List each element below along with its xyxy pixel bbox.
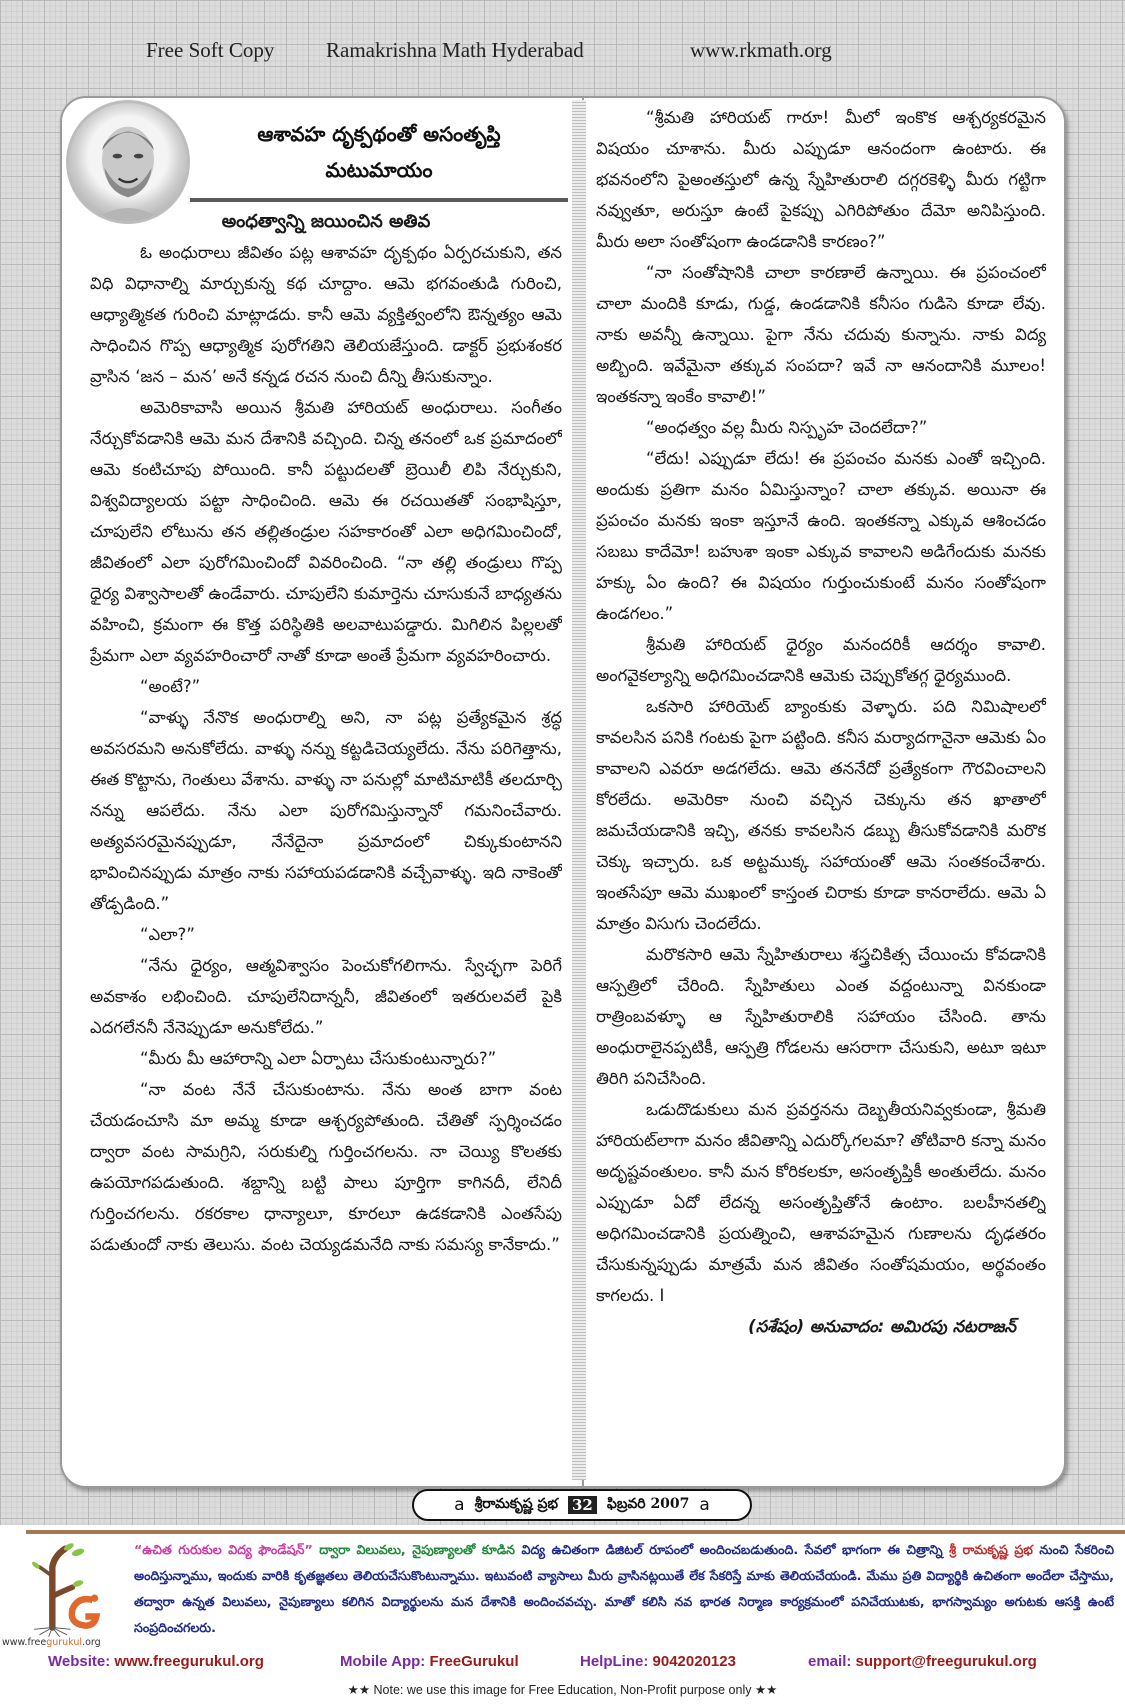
logo-website[interactable] [2, 1637, 126, 1648]
contact-website[interactable] [48, 1653, 264, 1670]
banner-text-part-1: ద్వారా విలువలు, నైపుణ్యాలతో కూడిన [319, 1542, 515, 1557]
ornament-right-icon: a [699, 1495, 710, 1515]
logo-url-suffix: .org [82, 1637, 101, 1648]
contact-label: email: [808, 1653, 852, 1670]
paragraph: “నా సంతోషానికి చాలా కారణాలే ఉన్నాయి. ఈ ప్రపంచంలో చాలా మందికి కూడు, గుడ్డ, ఉండడానికి కనీసం గుడిసె కూడా లేవు. నాకు అవన్నీ ఉన్నాయి. పైగా నేను చదువు కున్నాను. నాకు విద్య అబ్బింది. ఇవేమైనా తక్కువ సంపదా? ఇవే నా ఆనందానికి మూలం! ఇంతకన్నా ఇంకేం కావాలి!” [596, 263, 1046, 406]
translator-signoff: (సశేషం) అనువాదం: అమిరపు నటరాజన్ [748, 1317, 1016, 1336]
paragraph: “వాళ్ళు నేనొక అంధురాల్ని అని, నా పట్ల ప్రత్యేకమైన శ్రద్ధ అవసరమని అనుకోలేదు. వాళ్ళు నన్ను కట్టడిచెయ్యలేదు. నేను పరిగెత్తాను, ఈత కొట్టాను, గెంతులు వేశాను. వాళ్ళు నా పనుల్లో మాటిమాటికీ తలదూర్చి నన్ను ఆపలేదు. నేను ఎలా పురోగమిస్తున్నానో గమనించేవారు. అత్యవసరమైనప్పుడూ, నేనేదైనా ప్రమాదంలో చిక్కుకుంటానని భావించినప్పుడు మాత్రం నాకు సహాయపడడానికి వచ్చేవాళ్ళు. ఇది నాకెంతో తోడ్పడింది.” [90, 708, 562, 913]
banner-text-part-2: విద్య ఉచితంగా డిజిటల్ రూపంలో అందించబడుతుంది. సేవలో భాగంగా ఈ చిత్రాన్ని [521, 1542, 943, 1557]
column-divider [572, 100, 586, 1480]
banner-message [134, 1537, 1114, 1645]
issue-date: ఫిబ్రవరి 2007 [606, 1495, 690, 1512]
paragraph: “నేను ధైర్యం, ఆత్మవిశ్వాసం పెంచుకోగలిగాను. స్వేచ్ఛగా పెరిగే అవకాశం లభించింది. చూపులేనిదాన్ననీ, జీవితంలో ఇతరులవలే పైకి ఎదగలేననీ నేనెప్పుడూ అనుకోలేదు.” [90, 956, 562, 1037]
logo-url-prefix: www.free [2, 1637, 47, 1648]
contact-value: www.freegurukul.org [114, 1653, 264, 1670]
article-title-line-1: ఆశావహ దృక్పథంతో అసంతృప్తి [257, 122, 501, 146]
contact-label: Website: [48, 1653, 111, 1670]
contact-email[interactable] [808, 1653, 1037, 1670]
source-name: శ్రీ రామకృష్ణ ప్రభ [949, 1542, 1033, 1557]
tree-logo-icon [12, 1539, 122, 1639]
paragraph: “అంటే?” [140, 677, 201, 696]
contact-label: HelpLine: [580, 1653, 649, 1670]
contact-mobile-app[interactable] [340, 1653, 519, 1670]
page-number: 32 [568, 1496, 597, 1514]
banner-divider [26, 1530, 1125, 1534]
ornament-left-icon: a [454, 1495, 465, 1515]
magazine-footer [412, 1489, 752, 1521]
article-subheading: అంధత్వాన్ని జయించిన అతివ [221, 211, 431, 232]
paragraph: ఒడుదొడుకులు మన ప్రవర్తనను దెబ్బతీయనివ్వకుండా, శ్రీమతి హారియట్‌లాగా మనం జీవితాన్ని ఎదుర్కోగలమా? తోటివారి కన్నా మనం అదృష్టవంతులం. కానీ మన కోరికలకూ, అసంతృప్తికీ అంతులేదు. మనం ఎప్పుడూ ఏదో లేదన్న అసంతృప్తితోనే ఉంటాం. బలహీనతల్ని అధిగమించడానికి ప్రయత్నించి, ఆశావహమైన గుణాలను దృఢతరం చేసుకున్నప్పుడు మాత్రమే మన జీవితం సంతోషమయం, అర్థవంతం కాగలదు. I [596, 1100, 1046, 1305]
magazine-name: శ్రీరామకృష్ణ ప్రభ [474, 1495, 558, 1512]
banner-text-part-3: నుంచి సేకరించి అందిస్తున్నాము, ఇందుకు వారికి కృతజ్ఞతలు తెలియచేసుకొంటున్నాము. ఇటువంటి వ్యాసాలు మీరు వ్రాసినట్లయితే లేక సేకరిస్తే మాకు తెలియచేయండి. మేము ప్రతి విద్యార్థికి ఉచితంగా అందేలా చేస్తాము, తద్వారా ఉన్నత విలువలు, నైపుణ్యాలు కలిగిన విద్యార్థులను మన దేశానికి అందించవచ్చు. మాతో కలిసి నవ భారత నిర్మాణ కార్యక్రమంలో పనిచేయుటకు, భాగస్వామ్యం అగుటకు ఆసక్తి ఉంటే సంప్రదించగలరు. [134, 1542, 1114, 1635]
contact-helpline[interactable] [580, 1653, 736, 1670]
contact-value: support@freegurukul.org [855, 1653, 1037, 1670]
page-header [146, 38, 1125, 66]
publisher-website: www.rkmath.org [690, 38, 832, 62]
contact-value: 9042020123 [652, 1653, 736, 1670]
paragraph: శ్రీమతి హారియట్ ధైర్యం మనందరికీ ఆదర్శం కావాలి. అంగవైకల్యాన్ని అధిగమించడానికి ఆమెకు చెప్పుకోతగ్గ ధైర్యముంది. [596, 635, 1046, 685]
freegurukul-logo [12, 1539, 122, 1639]
paragraph: “నా వంట నేనే చేసుకుంటాను. నేను అంత బాగా వంట చేయడంచూసి మా అమ్మ కూడా ఆశ్చర్యపోతుంది. చేతితో స్పర్శించడం ద్వారా వంట సామగ్రిని, సరుకుల్ని గుర్తించగలను. నా చెయ్యి కొలతకు ఉపయోగపడుతుంది. శబ్దాన్ని బట్టి పాలు పూర్తిగా కాగినదీ, లేనిదీ గుర్తించగలను. రకరకాల ధాన్యాలూ, కూరలూ ఉడకడానికి ఎంతసేపు పడుతుందో నాకు తెలుసు. వంట చెయ్యడమనేది నాకు సమస్య కానేకాదు.” [90, 1080, 562, 1254]
paragraph: “శ్రీమతి హారియట్ గారూ! మీలో ఇంకొక ఆశ్చర్యకరమైన విషయం చూశాను. మీరు ఎప్పుడూ ఆనందంగా ఉంటారు. ఈ భవనంలోని పైఅంతస్తులో ఉన్న స్నేహితురాలి దగ్గరకెళ్ళి మీరు గట్టిగా నవ్వుతూ, అరుస్తూ ఉంటే పైకప్పు ఎగిరిపోతుం దేమో అనిపిస్తుంది. మీరు అలా సంతోషంగా ఉండడానికి కారణం?” [596, 108, 1046, 251]
article-title-line-2: మటుమాయం [325, 158, 433, 182]
logo-url-highlight: gurukul [46, 1637, 83, 1648]
article-title [190, 104, 568, 202]
paragraph: ఓ అంధురాలు జీవితం పట్ల ఆశావహ దృక్పథం ఏర్పరచుకుని, తన విధి విధానాల్ని మార్చుకున్న కథ చూద్దాం. ఆమె భగవంతుడి గురించి, ఆధ్యాత్మికత గురించి మాట్లాడదు. కానీ ఆమె వ్యక్తిత్వంలోని ఔన్నత్యం ఆమె సాధించిన గొప్ప ఆధ్యాత్మిక పురోగతిని తెలియజేస్తుంది. డాక్టర్ ప్రభుశంకర వ్రాసిన ‘జన – మన’ అనే కన్నడ రచన నుంచి దీన్ని తీసుకున్నాం. [90, 243, 562, 386]
paragraph: అమెరికావాసి అయిన శ్రీమతి హారియట్ అంధురాలు. సంగీతం నేర్చుకోవడానికి ఆమె మన దేశానికి వచ్చింది. చిన్న తనంలో ఒక ప్రమాదంలో ఆమె కంటిచూపు పోయింది. కానీ పట్టుదలతో బ్రెయిలీ లిపి నేర్చుకుని, విశ్వవిద్యాలయ పట్టా సాధించింది. ఆమె ఈ రచయితతో సంభాషిస్తూ, చూపులేని లోటును తన తల్లితండ్రుల సహకారంతో ఎలా అధిగమించిందో, జీవితంలో ఎలా పురోగమించిందో వివరించింది. “నా తల్లి తండ్రులు గొప్ప ధైర్య విశ్వాసాలతో ఉండేవారు. చూపులేని కుమార్తెను చూసుకునే బాధ్యతను వహించి, క్రమంగా ఈ కొత్త పరిస్థితికి అలవాటుపడ్డారు. మిగిలిన పిల్లలతో ప్రేమగా ఎలా వ్యవహరించారో నాతో కూడా అంతే ప్రేమగా వ్యవహరించారు. [90, 398, 562, 665]
publisher-name: Ramakrishna Math Hyderabad [326, 38, 584, 62]
usage-note: ★★ Note: we use this image for Free Education, Non-Profit purpose only ★★ [347, 1683, 778, 1697]
contact-label: Mobile App: [340, 1653, 426, 1670]
foundation-name: “ఉచిత గురుకుల విద్య ఫౌండేషన్” [134, 1542, 313, 1557]
paragraph: “మీరు మీ ఆహారాన్ని ఎలా ఏర్పాటు చేసుకుంటున్నారు?” [140, 1049, 497, 1068]
paragraph: “అంధత్వం వల్ల మీరు నిస్పృహ చెందలేదా?” [646, 418, 928, 437]
contact-bar [0, 1653, 1125, 1675]
article-left-column [90, 206, 562, 1478]
portrait-image-icon [69, 103, 187, 221]
paragraph: మరొకసారి ఆమె స్నేహితురాలు శస్త్రచికిత్స చేయించు కోవడానికి ఆస్పత్రిలో చేరింది. స్నేహితులు ఎంత వద్దంటున్నా వినకుండా రాత్రింబవళ్ళూ ఆ స్నేహితురాలికి సహాయం చేసింది. తాను అంధురాలైనప్పటికీ, ఆస్పత్రి గోడలను ఆసరాగా చేసుకుని, అటూ ఇటూ తిరిగి పనిచేసింది. [596, 945, 1046, 1088]
free-soft-copy-label: Free Soft Copy [146, 38, 275, 62]
paragraph: “ఎలా?” [140, 925, 195, 944]
paragraph: ఒకసారి హారియెట్ బ్యాంకుకు వెళ్ళారు. పది నిమిషాలలో కావలసిన పనికి గంటకు పైగా పట్టింది. కనీస మర్యాదగానైనా ఆమెకు ఏం కావాలని ఎవరూ అడగలేదు. ఆమె తననేదో ప్రత్యేకంగా గౌరవించాలని కోరలేదు. అమెరికా నుంచి వచ్చిన చెక్కును తన ఖాతాలో జమచేయడానికి ఇచ్చి, తనకు కావలసిన డబ్బు తీసుకోవడానికి మరొక చెక్కు ఇచ్చారు. ఒక అట్టముక్క సహాయంతో ఆమె సంతకంచేశారు. ఇంతసేపూ ఆమె ముఖంలో కాస్తంత చిరాకు కూడా కానరాలేదు. ఆమె ఏ మాత్రం విసుగు చెందలేదు. [596, 697, 1046, 933]
freegurukul-banner [0, 1525, 1125, 1705]
paragraph: “లేదు! ఎప్పుడూ లేదు! ఈ ప్రపంచం మనకు ఎంతో ఇచ్చింది. అందుకు ప్రతిగా మనం ఏమిస్తున్నాం? చాలా తక్కువ. అయినా ఈ ప్రపంచం మనకు ఇంకా ఇస్తూనే ఉంది. ఇంతకన్నా ఎక్కువ ఆశించడం సబబు కాదేమో! బహుశా ఇంకా ఎక్కువ కావాలని అడిగేందుకు మనకు హక్కు ఏం ఉంది? ఈ విషయం గుర్తుంచుకుంటే మనం సంతోషంగా ఉండగలం.” [596, 449, 1046, 623]
contact-value: FreeGurukul [429, 1653, 519, 1670]
article-right-column [596, 102, 1046, 1478]
